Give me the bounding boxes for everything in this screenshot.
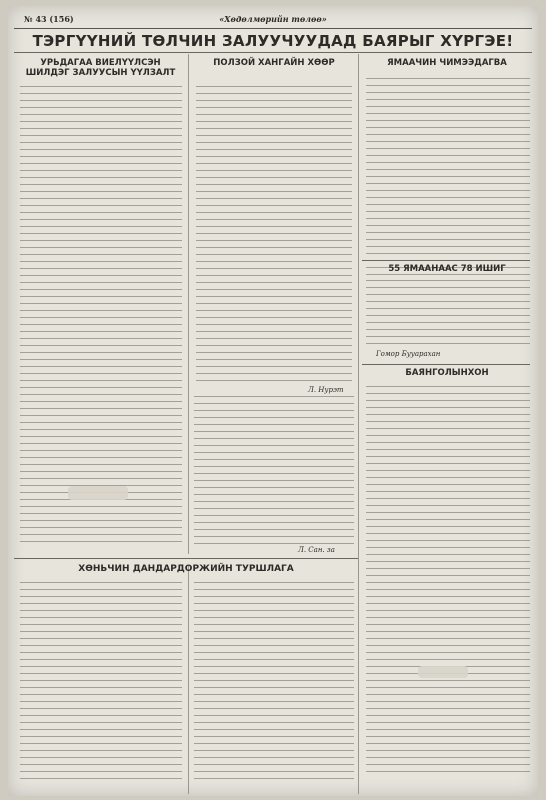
column-divider <box>188 54 189 554</box>
article-body-1-continued <box>194 396 354 550</box>
article-title-4: 55 ЯМААНААС 78 ИШИГ <box>388 264 506 274</box>
article-body-4 <box>366 280 530 350</box>
masthead <box>14 10 532 29</box>
article-title-2: ПОЛЗОЙ ХАНГАЙН ХӨӨР <box>213 58 335 68</box>
column-divider <box>188 566 189 794</box>
paper-stain <box>418 666 468 678</box>
article-title-6: ХӨНЬЧИН ДАНДАРДОРЖИЙН ТУРШЛАГА <box>78 564 294 574</box>
article-body-2 <box>196 86 352 387</box>
article-body-3 <box>366 78 530 281</box>
article-body-5 <box>366 386 530 778</box>
article-separator <box>362 260 530 261</box>
column-divider <box>358 54 359 794</box>
newspaper-page <box>8 6 538 796</box>
page-headline: ТЭРГҮҮНИЙ ТӨЛЧИН ЗАЛУУЧУУДАД БАЯРЫГ ХҮРГЭЕ! <box>32 32 514 50</box>
author-2: Л. Нурэт <box>308 386 344 394</box>
article-separator <box>362 364 530 365</box>
article-body-6 <box>20 582 182 785</box>
author-1: Л. Сан. за <box>298 546 335 554</box>
article-body-1 <box>20 86 182 548</box>
author-4: Гомор Бууарахан <box>376 350 441 358</box>
article-separator <box>14 558 358 559</box>
paper-stain <box>68 486 128 500</box>
headline-rule <box>14 52 532 53</box>
article-title-3: ЯМААЧИН ЧИМЭЭДАГВА <box>387 58 507 68</box>
article-body-6-continued <box>194 582 354 785</box>
issue-number: № 43 (156) <box>24 14 74 24</box>
paper-name: «Хөдөлмөрийн төлөө» <box>219 14 327 24</box>
article-title-5: БАЯНГОЛЫНХОН <box>405 368 489 378</box>
article-title-1: УРЬДАГАА ВИЕЛҮҮЛСЭН ШИЛДЭГ ЗАЛУУСЫН ҮҮЛЗАЛТ <box>25 58 176 78</box>
